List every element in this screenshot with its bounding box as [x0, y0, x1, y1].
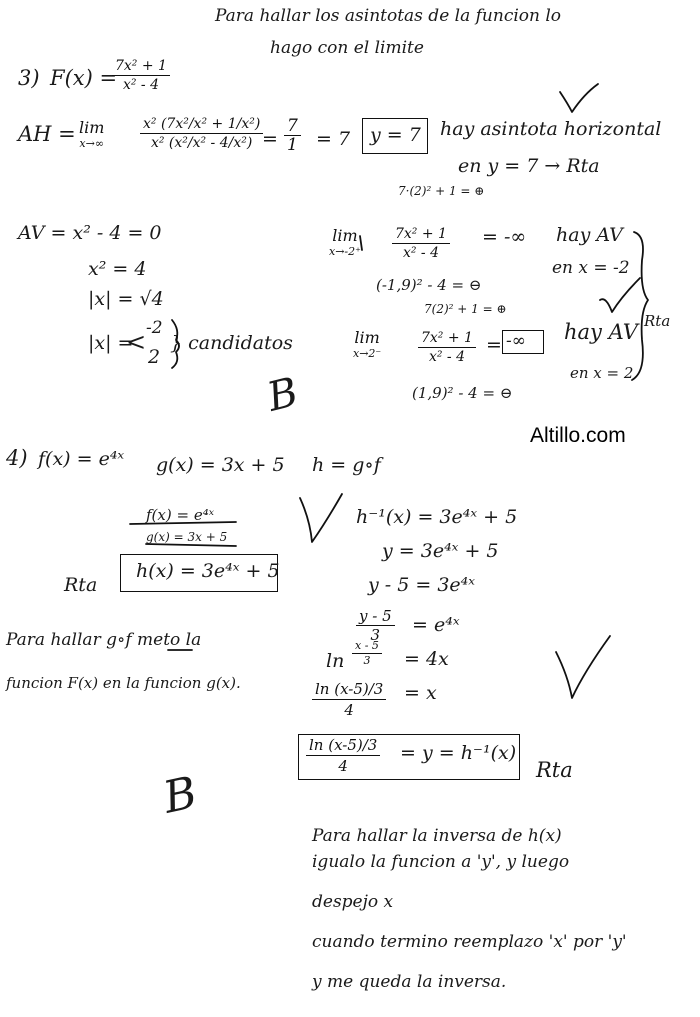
note-line-1: Para hallar g∘f meto la: [6, 630, 202, 650]
rta-side: Rta: [644, 312, 671, 330]
lim2: [350, 330, 384, 362]
en-y7-text: en y = 7 → Rta: [458, 155, 600, 177]
inv6-den: 4: [344, 701, 354, 719]
rta-label: Rta: [64, 574, 98, 596]
ex3-label: 3): [18, 66, 40, 90]
neg-check-2: (1,9)² - 4 = ⊖: [412, 384, 513, 402]
inv6-num: ln (x-5)/3: [315, 680, 384, 698]
cand-top: -2: [146, 318, 163, 338]
inv-step-1: h⁻¹(x) = 3e⁴ˣ + 5: [356, 506, 518, 528]
abs-label: |x| =: [88, 332, 134, 354]
abs-sqrt: |x| = √4: [88, 288, 164, 310]
ex4-grade: B: [159, 767, 202, 824]
lim2-num: 7x² + 1: [421, 330, 473, 346]
hay-av2: hay AV: [564, 320, 638, 344]
lim-sub: x→2⁻: [353, 347, 382, 360]
eq-sign-2: =: [486, 334, 502, 356]
candidatos: } candidatos: [170, 332, 293, 354]
final-frac: [306, 736, 380, 775]
lim-word: lim: [332, 226, 358, 245]
lim-word: lim: [79, 118, 105, 137]
pos-check-2: 7(2)² + 1 = ⊕: [424, 302, 507, 316]
scratch-line: [146, 544, 236, 546]
ex4-label: 4): [6, 446, 28, 470]
header-line-2: hago con el limite: [270, 38, 424, 58]
lt-sign: <: [126, 328, 147, 356]
ah-den: x² (x²/x² - 4/x²): [150, 135, 253, 151]
cand-bot: 2: [148, 346, 161, 368]
check-mark-inv: [556, 636, 610, 698]
final-rhs: = y = h⁻¹(x): [400, 742, 517, 764]
check-mark-ah: [560, 84, 598, 112]
inv-step-6-rhs: = x: [404, 682, 437, 704]
inv-step-5-ln: ln: [326, 650, 345, 672]
inv-note-1: Para hallar la inversa de h(x): [312, 826, 562, 846]
pos-check: 7·(2)² + 1 = ⊕: [398, 184, 485, 198]
lim2-den: x² - 4: [428, 349, 465, 365]
inv-note-5: y me queda la inversa.: [312, 972, 507, 992]
ex3-grade: B: [262, 369, 303, 421]
lim1-fraction: [392, 226, 450, 261]
ah-fraction: [140, 116, 263, 151]
hay-ah-text: hay asintota horizontal: [440, 118, 662, 140]
lim1-den: x² - 4: [402, 245, 439, 261]
av-label: AV = x² - 4 = 0: [18, 222, 162, 244]
header-line-1: Para hallar los asintotas de la funcion lo: [215, 6, 562, 26]
x2-eq-4: x² = 4: [88, 258, 147, 280]
ah-label: AH =: [18, 122, 76, 146]
lim-word: lim: [354, 328, 380, 347]
frac-num: 7: [287, 116, 298, 136]
ex4-g-def: g(x) = 3x + 5: [156, 454, 285, 476]
lim2-fraction: [418, 330, 476, 365]
inv-step-5-frac: [352, 640, 382, 667]
h-result: h(x) = 3e⁴ˣ + 5: [136, 560, 280, 582]
inv-step-4-rhs: = e⁴ˣ: [412, 614, 460, 636]
eq-sign: =: [262, 128, 278, 150]
brace-av: [632, 232, 648, 380]
en-x-m2: en x = -2: [552, 258, 630, 278]
ah-limit: [76, 120, 107, 152]
inv4-den: 3: [370, 626, 381, 644]
inv-note-2: igualo la funcion a 'y', y luego: [312, 852, 570, 872]
ex3-func: F(x) =: [50, 66, 118, 90]
ex4-h-def: h = g∘f: [312, 454, 381, 476]
lim-sub: x→∞: [79, 137, 104, 150]
eq-seven: = 7: [316, 128, 351, 150]
frac-den: 1: [287, 135, 298, 155]
inv-step-3: y - 5 = 3e⁴ˣ: [368, 574, 476, 596]
ex3-func-den: x² - 4: [122, 77, 159, 93]
inv-note-4: cuando termino reemplazo 'x' por 'y': [312, 932, 627, 952]
altillo-watermark: Altillo.com: [530, 424, 626, 447]
ah-num: x² (7x²/x² + 1/x²): [143, 116, 261, 132]
work-g: g(x) = 3x + 5: [146, 530, 228, 544]
inv-step-6-frac: [312, 680, 386, 719]
inv4-num: y - 5: [359, 607, 392, 625]
inv-step-4-frac: [356, 608, 395, 643]
en-x-2: en x = 2: [570, 364, 634, 382]
lim-sub: x→-2⁺: [329, 245, 361, 258]
seven-over-one: [284, 118, 301, 153]
lim1-num: 7x² + 1: [395, 226, 447, 242]
inv5-den: 3: [363, 654, 371, 667]
inv-step-2: y = 3e⁴ˣ + 5: [382, 540, 499, 562]
check-mark-ex4: [300, 494, 342, 542]
neg-check-1: (-1,9)² - 4 = ⊖: [376, 276, 482, 294]
hay-av1: hay AV: [556, 224, 623, 246]
final-num: ln (x-5)/3: [309, 736, 378, 754]
inv-note-3: despejo x: [312, 892, 394, 912]
inv-step-5-rhs: = 4x: [404, 648, 449, 670]
final-rta: Rta: [536, 758, 573, 782]
lim2-result: -∞: [506, 331, 526, 351]
lim1: [326, 228, 364, 260]
ex4-f-def: f(x) = e⁴ˣ: [38, 448, 125, 470]
ex3-func-num: 7x² + 1: [115, 58, 167, 74]
final-den: 4: [338, 757, 348, 775]
lim1-result: = -∞: [482, 226, 527, 248]
ex3-func-fraction: [112, 58, 170, 93]
work-f: f(x) = e⁴ˣ: [146, 506, 215, 524]
inv5-num: x - 5: [355, 639, 379, 652]
note-line-2: funcion F(x) en la funcion g(x).: [6, 674, 241, 692]
check-mark-av: [600, 278, 640, 312]
y7-text: y = 7: [370, 124, 421, 146]
